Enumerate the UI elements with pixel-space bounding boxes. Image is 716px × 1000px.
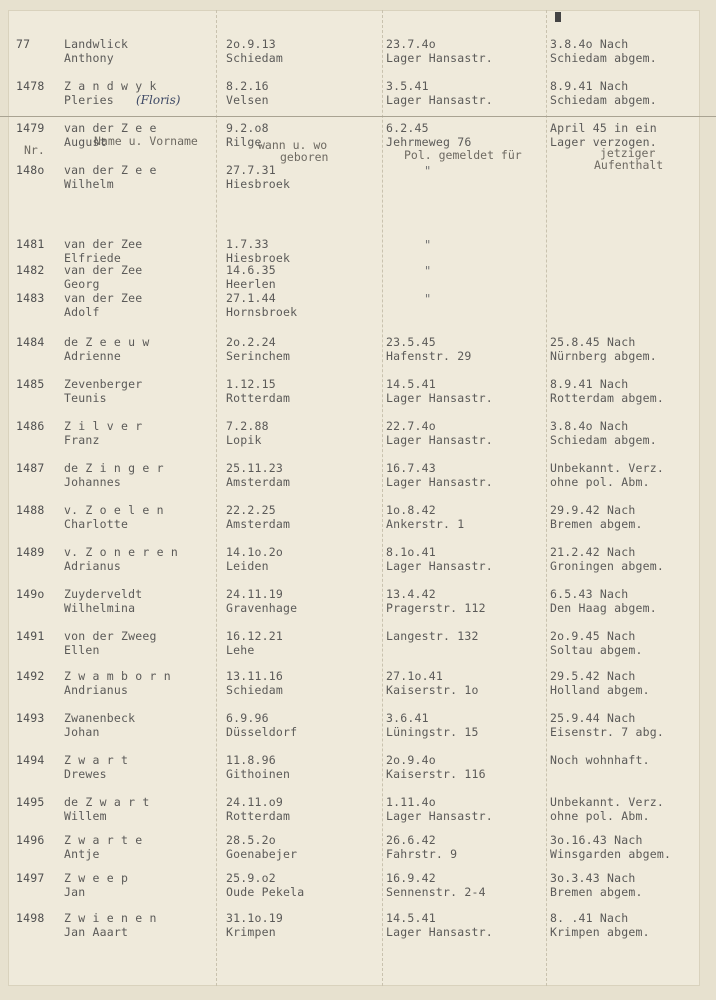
surname: de Z e e u w	[64, 335, 150, 349]
birth-date: 9.2.o8	[226, 121, 269, 135]
current-destination: Lager verzogen.	[550, 135, 657, 149]
first-name: Adrianus	[64, 559, 121, 573]
birth-date: 7.2.88	[226, 419, 269, 433]
header-nr: Nr.	[24, 143, 45, 157]
entry-number: 1495	[16, 795, 45, 809]
birth-place: Heerlen	[226, 277, 276, 291]
first-name: Jan Aaart	[64, 925, 129, 939]
current-destination: ohne pol. Abm.	[550, 809, 650, 823]
current-status: 3.8.4o Nach	[550, 419, 629, 433]
registration-date: 14.5.41	[386, 377, 436, 391]
surname: van der Z e e	[64, 163, 157, 177]
birth-date: 14.6.35	[226, 263, 276, 277]
current-status: Unbekannt. Verz.	[550, 795, 664, 809]
first-name: Drewes	[64, 767, 107, 781]
registration-address: Lager Hansastr.	[386, 809, 493, 823]
current-status: April 45 in ein	[550, 121, 657, 135]
header-born-1: wann u. wo	[258, 138, 328, 152]
first-name: Anthony	[64, 51, 114, 65]
birth-place: Amsterdam	[226, 475, 291, 489]
registration-address: Sennenstr. 2-4	[386, 885, 486, 899]
registration-address: Lager Hansastr.	[386, 51, 493, 65]
entry-number: 1484	[16, 335, 45, 349]
registration-address: Lager Hansastr.	[386, 391, 493, 405]
entry-number: 1497	[16, 871, 45, 885]
current-destination: Bremen abgem.	[550, 885, 643, 899]
registration-date: 22.7.4o	[386, 419, 436, 433]
registration-address: Lager Hansastr.	[386, 93, 493, 107]
entry-number: 1481	[16, 237, 45, 251]
birth-place: Rotterdam	[226, 391, 291, 405]
registration-address: Lager Hansastr.	[386, 559, 493, 573]
first-name: Adrienne	[64, 349, 121, 363]
surname: v. Z o e l e n	[64, 503, 164, 517]
first-name: Wilhelm	[64, 177, 114, 191]
entry-number: 1487	[16, 461, 45, 475]
current-status: 6.5.43 Nach	[550, 587, 629, 601]
registration-address: Pragerstr. 112	[386, 601, 486, 615]
current-destination: Schiedam abgem.	[550, 433, 657, 447]
entry-number: 1478	[16, 79, 45, 93]
first-name: Franz	[64, 433, 100, 447]
surname: Zwanenbeck	[64, 711, 136, 725]
birth-place: Hornsbroek	[226, 305, 298, 319]
birth-date: 16.12.21	[226, 629, 283, 643]
birth-date: 11.8.96	[226, 753, 276, 767]
registration-address: Lüningstr. 15	[386, 725, 479, 739]
entry-number: 1483	[16, 291, 45, 305]
birth-date: 13.11.16	[226, 669, 283, 683]
current-status: Unbekannt. Verz.	[550, 461, 664, 475]
birth-date: 27.1.44	[226, 291, 276, 305]
entry-number: 1492	[16, 669, 45, 683]
header-current-2: Aufenthalt	[594, 158, 664, 172]
first-name: Adolf	[64, 305, 100, 319]
column-divider	[382, 10, 383, 986]
current-status: 25.9.44 Nach	[550, 711, 636, 725]
surname: Z a n d w y k	[64, 79, 157, 93]
registration-address: Jehrmeweg 76	[386, 135, 472, 149]
surname: de Z w a r t	[64, 795, 150, 809]
current-status: 8. .41 Nach	[550, 911, 629, 925]
first-name: Johan	[64, 725, 100, 739]
birth-date: 8.2.16	[226, 79, 269, 93]
current-destination: Soltau abgem.	[550, 643, 643, 657]
current-status: 2o.9.45 Nach	[550, 629, 636, 643]
entry-number: 1482	[16, 263, 45, 277]
birth-date: 1.12.15	[226, 377, 276, 391]
registration-date: 23.7.4o	[386, 37, 436, 51]
first-name: Wilhelmina	[64, 601, 136, 615]
current-destination: Groningen abgem.	[550, 559, 664, 573]
registration-date: 3.6.41	[386, 711, 429, 725]
entry-number: 148o	[16, 163, 45, 177]
entry-number: 149o	[16, 587, 45, 601]
first-name: Pleries	[64, 93, 114, 107]
birth-place: Krimpen	[226, 925, 276, 939]
column-divider	[546, 10, 547, 986]
birth-place: Leiden	[226, 559, 269, 573]
current-status: 3o.16.43 Nach	[550, 833, 643, 847]
ditto-mark: "	[424, 292, 432, 306]
header-current-1: jetziger	[600, 146, 656, 160]
current-destination: Schiedam abgem.	[550, 51, 657, 65]
birth-place: Serinchem	[226, 349, 291, 363]
current-destination: Eisenstr. 7 abg.	[550, 725, 664, 739]
first-name: Charlotte	[64, 517, 129, 531]
handwritten-note: (Floris)	[136, 93, 181, 107]
birth-date: 14.1o.2o	[226, 545, 283, 559]
birth-place: Amsterdam	[226, 517, 291, 531]
birth-place: Oude Pekela	[226, 885, 305, 899]
first-name: Ellen	[64, 643, 100, 657]
birth-date: 6.9.96	[226, 711, 269, 725]
birth-place: Gravenhage	[226, 601, 298, 615]
first-name: Georg	[64, 277, 100, 291]
surname: Z i l v e r	[64, 419, 143, 433]
current-status: Noch wohnhaft.	[550, 753, 650, 767]
current-status: 29.9.42 Nach	[550, 503, 636, 517]
birth-date: 28.5.2o	[226, 833, 276, 847]
birth-place: Düsseldorf	[226, 725, 298, 739]
current-destination: ohne pol. Abm.	[550, 475, 650, 489]
registration-address: Hafenstr. 29	[386, 349, 472, 363]
current-destination: Schiedam abgem.	[550, 93, 657, 107]
current-status: 8.9.41 Nach	[550, 377, 629, 391]
current-destination: Holland abgem.	[550, 683, 650, 697]
registration-date: 1o.8.42	[386, 503, 436, 517]
birth-date: 22.2.25	[226, 503, 276, 517]
birth-place: Hiesbroek	[226, 251, 291, 265]
birth-date: 2o.2.24	[226, 335, 276, 349]
first-name: Antje	[64, 847, 100, 861]
birth-date: 24.11.19	[226, 587, 283, 601]
registration-address: Lager Hansastr.	[386, 925, 493, 939]
surname: van der Zee	[64, 291, 143, 305]
first-name: Jan	[64, 885, 86, 899]
surname: v. Z o n e r e n	[64, 545, 178, 559]
surname: Z w a m b o r n	[64, 669, 171, 683]
entry-number: 1491	[16, 629, 45, 643]
entry-number: 1479	[16, 121, 45, 135]
ditto-mark: "	[424, 264, 432, 278]
surname: Z w e e p	[64, 871, 129, 885]
registration-date: 13.4.42	[386, 587, 436, 601]
registration-date: 14.5.41	[386, 911, 436, 925]
entry-number: 1486	[16, 419, 45, 433]
entry-number: 1488	[16, 503, 45, 517]
ditto-mark: "	[424, 238, 432, 252]
entry-number: 1489	[16, 545, 45, 559]
page-fold-line	[0, 116, 716, 117]
entry-number: 1485	[16, 377, 45, 391]
birth-date: 24.11.o9	[226, 795, 283, 809]
birth-date: 25.11.23	[226, 461, 283, 475]
entry-number: 77	[16, 37, 31, 51]
ditto-mark: "	[424, 164, 432, 178]
birth-place: Lopik	[226, 433, 262, 447]
birth-date: 31.1o.19	[226, 911, 283, 925]
column-divider	[216, 10, 217, 986]
registration-date: 26.6.42	[386, 833, 436, 847]
current-destination: Winsgarden abgem.	[550, 847, 672, 861]
birth-place: Lehe	[226, 643, 255, 657]
current-destination: Rotterdam abgem.	[550, 391, 664, 405]
surname: Landwlick	[64, 37, 129, 51]
first-name: Elfriede	[64, 251, 121, 265]
birth-place: Rotterdam	[226, 809, 291, 823]
current-destination: Bremen abgem.	[550, 517, 643, 531]
current-status: 3.8.4o Nach	[550, 37, 629, 51]
surname: von der Zweeg	[64, 629, 157, 643]
registration-date: 2o.9.4o	[386, 753, 436, 767]
current-status: 3o.3.43 Nach	[550, 871, 636, 885]
surname: van der Zee	[64, 237, 143, 251]
first-name: Willem	[64, 809, 107, 823]
birth-date: 27.7.31	[226, 163, 276, 177]
surname: Z w a r t e	[64, 833, 143, 847]
birth-place: Velsen	[226, 93, 269, 107]
birth-place: Hiesbroek	[226, 177, 291, 191]
registration-date: 27.1o.41	[386, 669, 443, 683]
registration-address: Ankerstr. 1	[386, 517, 465, 531]
surname: Zuyderveldt	[64, 587, 143, 601]
surname: Z w i e n e n	[64, 911, 157, 925]
first-name: Teunis	[64, 391, 107, 405]
registration-date: 16.7.43	[386, 461, 436, 475]
registration-address: Kaiserstr. 116	[386, 767, 486, 781]
current-status: 8.9.41 Nach	[550, 79, 629, 93]
birth-place: Githoinen	[226, 767, 291, 781]
registration-date: 6.2.45	[386, 121, 429, 135]
birth-date: 25.9.o2	[226, 871, 276, 885]
current-status: 21.2.42 Nach	[550, 545, 636, 559]
current-status: 29.5.42 Nach	[550, 669, 636, 683]
registration-date: 8.1o.41	[386, 545, 436, 559]
first-name: Johannes	[64, 475, 121, 489]
first-name: Andrianus	[64, 683, 129, 697]
birth-date: 1.7.33	[226, 237, 269, 251]
birth-place: Schiedam	[226, 683, 283, 697]
surname: de Z i n g e r	[64, 461, 164, 475]
registration-address: Fahrstr. 9	[386, 847, 458, 861]
registration-date: Langestr. 132	[386, 629, 479, 643]
entry-number: 1494	[16, 753, 45, 767]
registration-date: 16.9.42	[386, 871, 436, 885]
current-status: 25.8.45 Nach	[550, 335, 636, 349]
birth-place: Rilge	[226, 135, 262, 149]
header-name: Name u. Vorname	[94, 134, 198, 148]
entry-number: 1496	[16, 833, 45, 847]
current-destination: Nürnberg abgem.	[550, 349, 657, 363]
registration-address: Kaiserstr. 1o	[386, 683, 479, 697]
staple-mark	[555, 12, 561, 22]
surname: van der Zee	[64, 263, 143, 277]
entry-number: 1493	[16, 711, 45, 725]
current-destination: Krimpen abgem.	[550, 925, 650, 939]
surname: Zevenberger	[64, 377, 143, 391]
current-destination: Den Haag abgem.	[550, 601, 657, 615]
registration-address: Lager Hansastr.	[386, 433, 493, 447]
header-born-2: geboren	[280, 150, 329, 164]
surname: Z w a r t	[64, 753, 129, 767]
surname: van der Z e e	[64, 121, 157, 135]
birth-place: Goenabejer	[226, 847, 298, 861]
birth-date: 2o.9.13	[226, 37, 276, 51]
entry-number: 1498	[16, 911, 45, 925]
registration-date: 3.5.41	[386, 79, 429, 93]
registration-date: 1.11.4o	[386, 795, 436, 809]
registration-date: 23.5.45	[386, 335, 436, 349]
header-registered: Pol. gemeldet für	[404, 148, 522, 162]
registration-address: Lager Hansastr.	[386, 475, 493, 489]
birth-place: Schiedam	[226, 51, 283, 65]
first-name: August	[64, 135, 107, 149]
